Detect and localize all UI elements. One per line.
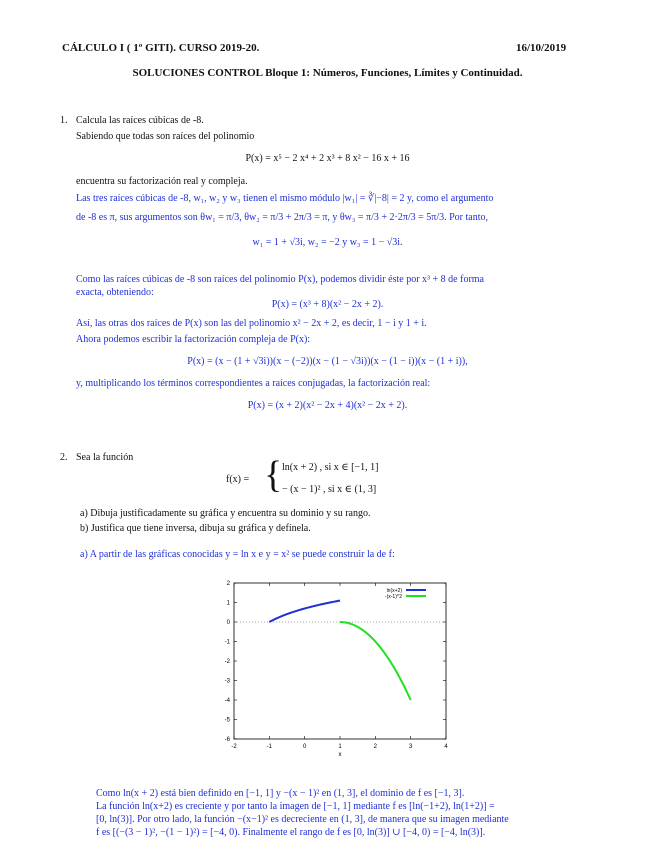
series-line-1 — [269, 601, 340, 622]
p1-question-1: Calcula las raíces cúbicas de -8. — [76, 115, 204, 126]
function-graph — [210, 575, 460, 765]
x-tick-label: 2 — [373, 744, 378, 750]
p1-question-2: Sabiendo que todas son raíces del polinomio — [76, 131, 255, 142]
y-tick-label: 2 — [226, 581, 230, 587]
x-tick-label: -1 — [266, 744, 273, 750]
p1-question-3: encuentra su factorización real y compleja. — [76, 176, 248, 187]
legend-label: -(x-1)^2 — [384, 594, 402, 600]
case-1: ln(x + 2) , si x ∈ [−1, 1] — [282, 462, 379, 473]
date: 16/10/2019 — [516, 42, 567, 54]
x-tick-label: 0 — [302, 744, 307, 750]
problem-1-number: 1. — [60, 115, 68, 126]
p1-solution-2: de -8 es π, sus argumentos son θw₁ = π/3, θw₂ = π/3 + 2π/3 = π, y θw₃ = π/3 + 2·2π/3 = 5π/3. Por tanto, — [76, 212, 488, 223]
p2-conclusion-2: La función ln(x+2) es creciente y por tanto la imagen de [−1, 1] mediante f es [ln(−1+2), ln(1+2)] = — [96, 801, 495, 812]
p2-question-a: a) Dibuja justificadamente su gráfica y encuentra su dominio y su rango. — [80, 508, 371, 519]
p1-solution-5: Así, las otras dos raíces de P(x) son las del polinomio x² − 2x + 2, es decir, 1 − i y 1 + i. — [76, 318, 427, 329]
x-axis-label: x — [338, 752, 342, 758]
x-tick-label: 3 — [408, 744, 413, 750]
p2-question-1: Sea la función — [76, 452, 134, 463]
p1-solution-4: exacta, obteniendo: — [76, 287, 154, 298]
problem-2-number: 2. — [60, 452, 68, 463]
x-tick-label: -2 — [231, 744, 237, 750]
subtitle: SOLUCIONES CONTROL Bloque 1: Números, Funciones, Límites y Continuidad. — [132, 67, 523, 79]
series-line-2 — [340, 622, 411, 700]
y-tick-label: -2 — [224, 659, 230, 665]
p1-solution-3: Como las raíces cúbicas de -8 son raíces del polinomio P(x), podemos dividir éste por x³ + 8 de forma — [76, 274, 484, 285]
y-tick-label: -1 — [224, 639, 230, 646]
x-tick-label: 1 — [338, 744, 342, 750]
p1-roots: w₁ = 1 + √3i, w₂ = −2 y w₃ = 1 − √3i. — [252, 237, 403, 248]
plot-frame — [234, 583, 446, 739]
p1-polynomial: P(x) = x⁵ − 2 x⁴ + 2 x³ + 8 x² − 16 x + 16 — [245, 153, 410, 164]
p1-solution-6: Ahora podemos escribir la factorización compleja de P(x): — [76, 334, 311, 345]
legend-label: ln(x+2) — [386, 588, 402, 594]
course-title: CÁLCULO I ( 1º GITI). CURSO 2019-20. — [62, 42, 260, 54]
p1-division: P(x) = (x³ + 8)(x² − 2x + 2). — [271, 299, 384, 310]
p1-complex-factorization: P(x) = (x − (1 + √3i))(x − (−2))(x − (1 − √3i))(x − (1 − i))(x − (1 + i)), — [187, 356, 468, 367]
p2-conclusion-1: Como ln(x + 2) está bien definido en [−1, 1] y −(x − 1)² en (1, 3], el dominio de f es [−1, 3]. — [96, 788, 465, 799]
y-tick-label: -5 — [224, 717, 230, 724]
p1-solution-1: Las tres raíces cúbicas de -8, w₁, w₂ y w₃ tienen el mismo módulo |w₁| = ∛|−8| = 2 y, como el argumento — [76, 193, 494, 204]
p2-conclusion-3: [0, ln(3)]. Por otro lado, la función −(x−1)² es decreciente en (1, 3], de manera que su imagen mediante — [96, 814, 509, 825]
p1-real-factorization: P(x) = (x + 2)(x² − 2x + 4)(x² − 2x + 2). — [247, 400, 408, 411]
case-2: − (x − 1)² , si x ∈ (1, 3] — [282, 484, 377, 495]
x-tick-label: 4 — [444, 744, 448, 750]
y-tick-label: -4 — [224, 698, 230, 704]
p1-solution-7: y, multiplicando los términos correspondientes a raíces conjugadas, la factorización real: — [76, 378, 431, 389]
y-tick-label: 0 — [226, 620, 230, 626]
p2-conclusion-4: f es [(−(3 − 1)², −(1 − 1)²) = [−4, 0). Finalmente el rango de f es [0, ln(3)] ∪ [−4, 0) = [−4, ln(3)]. — [96, 827, 486, 838]
p2-solution-a: a) A partir de las gráficas conocidas y = ln x e y = x² se puede construir la de f: — [80, 549, 395, 560]
y-tick-label: -6 — [224, 737, 230, 743]
y-tick-label: 1 — [226, 600, 230, 607]
p2-question-b: b) Justifica que tiene inversa, dibuja su gráfica y defínela. — [80, 523, 311, 534]
function-label: f(x) = — [226, 474, 250, 485]
brace: { — [264, 454, 283, 496]
y-tick-label: -3 — [224, 678, 230, 685]
